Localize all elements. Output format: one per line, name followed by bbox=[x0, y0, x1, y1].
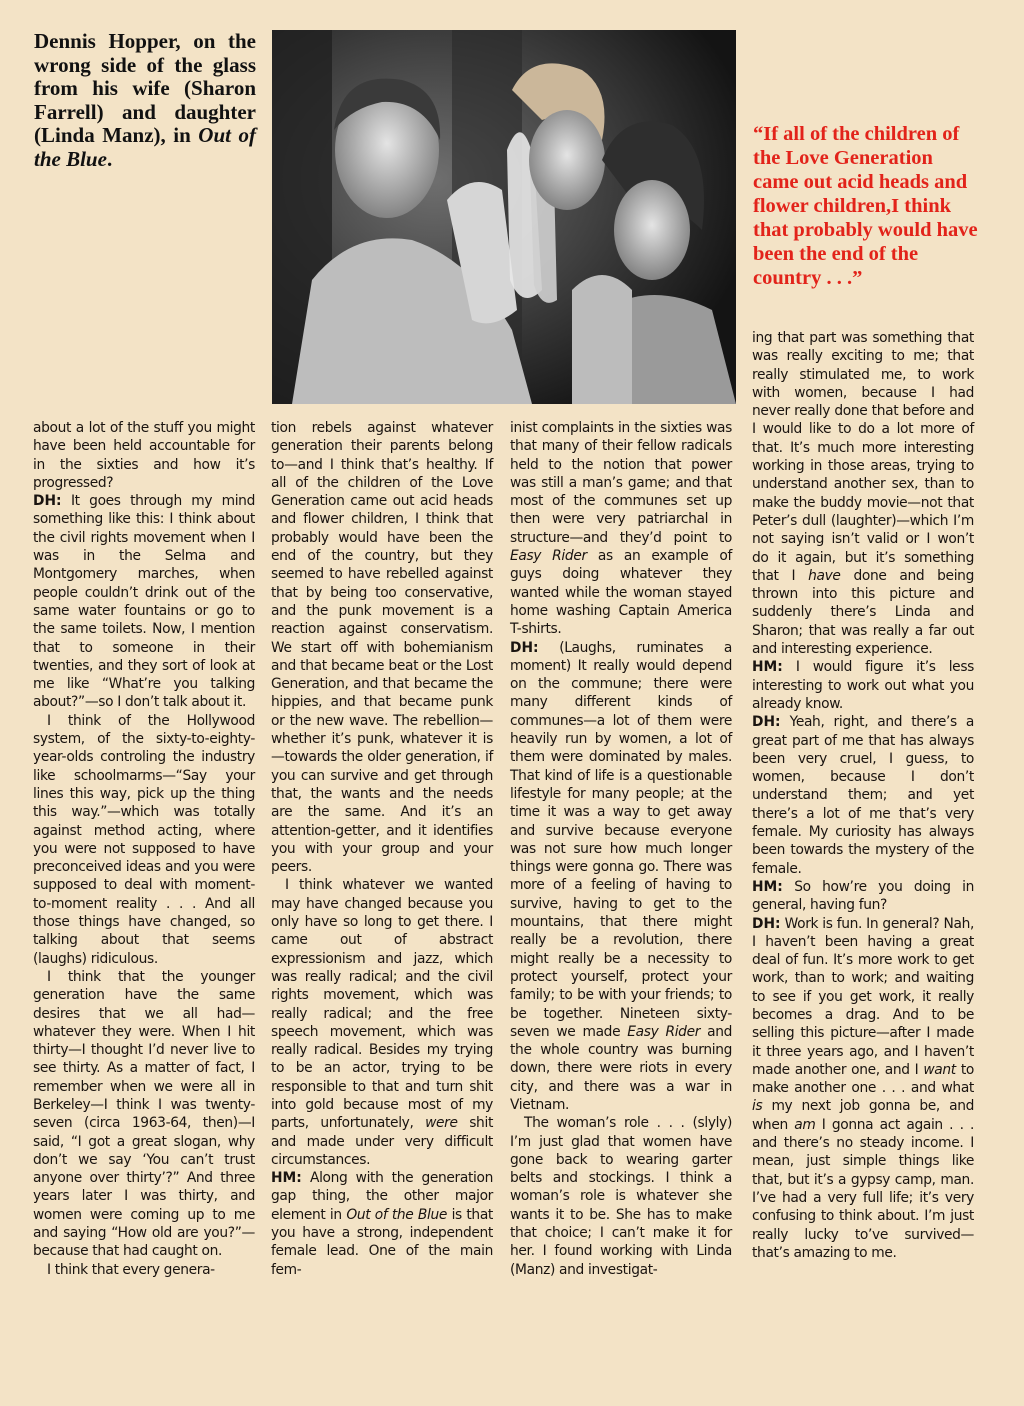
italic-title: am bbox=[794, 1116, 816, 1133]
pull-quote: “If all of the children of the Love Generation came out acid heads and flower children,I think that probably would have been the end of the country . . .” bbox=[753, 123, 978, 289]
speaker-label: DH: bbox=[510, 639, 539, 656]
speaker-label: HM: bbox=[752, 659, 783, 676]
article-paragraph bbox=[271, 419, 493, 876]
italic-title: were bbox=[425, 1115, 458, 1132]
speaker-label: HM: bbox=[271, 1170, 302, 1187]
paragraph-text: inist complaints in the sixties was that many of their fellow radicals held to the notion that power was still a man’s game; and that most of the communes set up then were very patriarchal in structure—and they’d point to bbox=[510, 420, 732, 546]
article-paragraph bbox=[510, 1114, 732, 1279]
paragraph-text: I think that every genera- bbox=[47, 1261, 215, 1278]
paragraph-text: I think of the Hollywood system, of the sixty-to-eighty-year-olds controling the industry like schoolmarms—“Say your lines this way, pick up the thing this way.”—which was totally against method acting, where you were not supposed to have preconceived ideas and you were supposed to deal with moment-to-moment reality . . . And all those things have changed, so talking about that seems (laughs) ridiculous. bbox=[33, 712, 255, 967]
article-paragraph bbox=[271, 876, 493, 1169]
interview-answer bbox=[510, 639, 732, 1115]
paragraph-text: I think that the younger generation have the same desires that we all had—whatever they were. When I hit thirty—I thought I’d never live to see thirty. As a matter of fact, I remember when we were all in Berkeley—I think I was twenty-seven (circa 1963-64, then)—I said, “I got a great slogan, why don’t we say ‘You can’t trust anyone over thirty’?” And three years later I was thirty, and women were coming up to me and saying “How old are you?”—because that had caught on. bbox=[33, 968, 255, 1260]
italic-title: want bbox=[923, 1061, 956, 1078]
interview-answer bbox=[752, 915, 974, 1263]
photo-caption bbox=[34, 30, 256, 171]
article-paragraph bbox=[33, 968, 255, 1261]
caption-film-title: Out of the Blue bbox=[34, 123, 256, 171]
speaker-label: DH: bbox=[752, 714, 781, 731]
interview-answer bbox=[752, 713, 974, 878]
italic-title: Easy Rider bbox=[510, 548, 587, 565]
article-paragraph bbox=[33, 712, 255, 968]
caption-end: . bbox=[106, 146, 113, 171]
italic-title: Easy Rider bbox=[627, 1023, 701, 1040]
paragraph-text: is that you have a strong, independent female lead. One of the main fem- bbox=[271, 1206, 493, 1278]
paragraph-text: tion rebels against whatever generation their parents belong to—and I think that’s healthy. If all of the children of the Love Generation came out acid heads and flower children, I think that probably would have been the end of the country, but they seemed to have rebelled against that by being too conservative, and the punk movement is a reaction against conservatism. We start off with bohemianism and that became beat or the Lost Generation, and that became the hippies, and that became punk or the new wave. The rebellion—whether it’s punk, whatever it is—towards the older generation, if you can survive and get through that, the wants and the needs are the same. And it’s an attention-getter, and it identifies you with your group and your peers. bbox=[271, 420, 493, 876]
paragraph-text: shit and made under very difficult circumstances. bbox=[271, 1115, 493, 1168]
article-paragraph bbox=[33, 419, 255, 492]
paragraph-text: I gonna act again . . . and there’s no steady income. I mean, just simple things like that, but it’s a gypsy camp, man. I’ve had a very full life; it’s very confusing to think about. I’m just really lucky to’ve survived—that’s amazing to me. bbox=[752, 1116, 974, 1261]
interview-answer bbox=[33, 492, 255, 712]
paragraph-text: (Laughs, ruminates a moment) It really would depend on the commune; there were many different kinds of communes—a lot of them were heavily run by women, a lot of them were dominated by males. That kind of life is a questionable lifestyle for many people; at the time it was a way to get away and survive because everyone was not sure how much longer things were gonna go. There was more of a feeling of having to survive, having to get to the mountains, that there might really be a revolution, there might really be a necessity to protect yourself, protect your family; to be with your friends; to be together. Nineteen sixty-seven we made bbox=[510, 639, 732, 1040]
interview-answer bbox=[752, 878, 974, 915]
film-still-illustration bbox=[272, 30, 736, 404]
paragraph-text: and the whole country was burning down, there were riots in every city, and there was a war in Vietnam. bbox=[510, 1023, 732, 1113]
paragraph-text: It goes through my mind something like this: I think about the civil rights movement when I was in the Selma and Montgomery marches, when people couldn’t drink out of the same water fountains or go to the same toilets. Now, I mention that to someone in their twenties, and they sort of look at me like “What’re you talking about?”—so I don’t talk about it. bbox=[33, 493, 255, 711]
paragraph-text: as an example of guys doing whatever they wanted while the woman stayed home washing Captain America T-shirts. bbox=[510, 548, 732, 638]
article-paragraph bbox=[33, 1261, 255, 1279]
paragraph-text: done and being thrown into this picture and suddenly there’s Linda and Sharon; that was really a far out and interesting experience. bbox=[752, 567, 974, 658]
paragraph-text: The woman’s role . . . (slyly) I’m just glad that women have gone back to wearing garter belts and stockings. I think a woman’s role is whatever she wants it to be. She has to make that choice; I can’t make it for her. I found working with Linda (Manz) and investigat- bbox=[510, 1115, 732, 1278]
article-column-4 bbox=[752, 329, 974, 1262]
paragraph-text: to make another one . . . and what bbox=[752, 1061, 974, 1097]
paragraph-text: ing that part was something that was really exciting to me; that really stimulated me, to work with women, because I had never really done that before and I would like to do a lot more of that. It’s much more interesting working in those areas, trying to understand another sex, than to make the buddy movie—not that Peter’s dull (laughter)—which I’m not saying isn’t valid or I won’t do it again, but it’s something that I bbox=[752, 330, 974, 584]
article-column-3 bbox=[510, 419, 732, 1279]
article-paragraph bbox=[752, 329, 974, 658]
article-column-1 bbox=[33, 419, 255, 1279]
interview-answer bbox=[271, 1169, 493, 1279]
caption-text: Dennis Hopper, on the wrong side of the glass from his wife (Sharon Farrell) and daughter (Linda Manz), in bbox=[34, 29, 256, 147]
paragraph-text: my next job gonna be, and when bbox=[752, 1098, 974, 1133]
italic-title: is bbox=[752, 1098, 763, 1115]
interview-answer bbox=[752, 658, 974, 713]
paragraph-text: So how’re you doing in general, having fun? bbox=[752, 878, 974, 914]
article-column-2 bbox=[271, 419, 493, 1279]
paragraph-text: Work is fun. In general? Nah, I haven’t been having a great deal of fun. It’s more work to get work, than to work; and waiting to see if you get work, it really becomes a drag. And to be selling this picture—after I made it three years ago, and I haven’t made another one, and I bbox=[752, 915, 974, 1078]
speaker-label: DH: bbox=[33, 493, 62, 510]
paragraph-text: I think whatever we wanted may have changed because you only have so long to get there. I came out of abstract expressionism and jazz, which was really radical; and the civil rights movement, which was really radical; and the free speech movement, which was really radical. Besides my trying to be an actor, trying to be responsible to that and turn shit into gold because most of my parts, unfortunately, bbox=[271, 877, 493, 1132]
article-paragraph bbox=[510, 419, 732, 639]
paragraph-text: Yeah, right, and there’s a great part of me that has always been very cruel, I guess, to women, because I don’t understand them; and yet there’s a lot of me that’s very female. My curiosity has always been towards the mystery of the female. bbox=[752, 714, 974, 877]
speaker-label: DH: bbox=[752, 915, 781, 932]
film-still-photo bbox=[272, 30, 736, 404]
italic-title: have bbox=[808, 567, 841, 584]
paragraph-text: about a lot of the stuff you might have been held accountable for in the sixties and how it’s progressed? bbox=[33, 420, 255, 491]
paragraph-text: Along with the generation gap thing, the other major element in bbox=[271, 1170, 493, 1223]
speaker-label: HM: bbox=[752, 878, 783, 895]
paragraph-text: I would figure it’s less interesting to work out what you already know. bbox=[752, 659, 974, 712]
italic-title: Out of the Blue bbox=[346, 1206, 448, 1223]
